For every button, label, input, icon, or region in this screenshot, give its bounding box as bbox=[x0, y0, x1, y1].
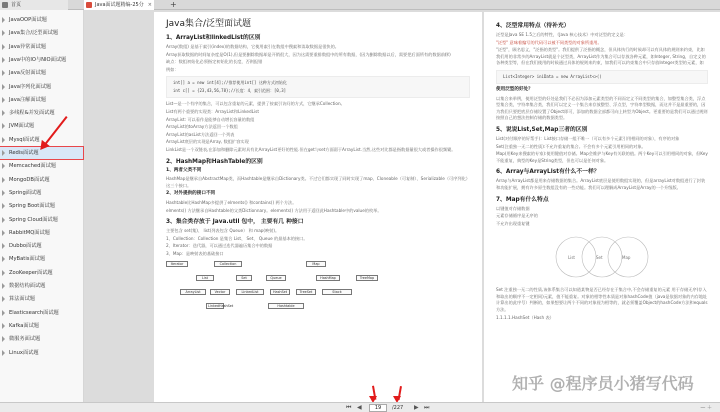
diagram-node: TreeSet bbox=[296, 289, 316, 295]
sidebar-item[interactable]: JVM面试题 bbox=[0, 120, 83, 132]
list-item: 以键值对存储数据 bbox=[496, 205, 530, 211]
code-line: List<Integer> iniData = new ArrayList<>() bbox=[503, 73, 602, 79]
diagram-node: HashMap bbox=[316, 275, 340, 281]
paragraph: 1、Collection：Collection 是集合 List、 Set、 Queue 的最基本的接口。 bbox=[166, 235, 308, 241]
paragraph: Hashtable比HashMap多提供了elments() 和contains() 两个方法。 bbox=[166, 199, 297, 205]
pdf-page-left bbox=[154, 12, 482, 402]
venn-label-map: Map bbox=[622, 255, 631, 261]
paragraph: Map(用Key来搜索的专家):使用键值对存储。Map会维护与Key有关联的值。两个Key可以引用相同的对象，但Key不能重复，典型的Key是String类型，但也可以是任何对象。 bbox=[496, 151, 708, 163]
paragraph: List(对付顺序的好帮手)：List接口存储一组不唯一（可以有多个元素引用相同的对象），有序的对象 bbox=[496, 135, 680, 141]
paragraph: 2、Iterator：迭代器，可以通过迭代器遍历集合中的数据 bbox=[166, 243, 273, 249]
code-block bbox=[496, 70, 708, 84]
code-line: int[] a = new int[4];//推荐使用int[] 这种方式初始化 bbox=[173, 80, 287, 86]
tab-document[interactable] bbox=[84, 0, 154, 10]
first-page-button[interactable]: ⏮ bbox=[346, 404, 352, 411]
section-heading: 7、Map有什么特点 bbox=[496, 196, 549, 203]
diagram-node: Stack bbox=[322, 289, 352, 295]
diagram-node: Map bbox=[306, 261, 326, 267]
tab-bar bbox=[0, 0, 720, 10]
diagram-node: Vector bbox=[210, 289, 230, 295]
sidebar-item[interactable]: Spring Boot面试题 bbox=[0, 200, 83, 212]
page-title: Java集合/泛型面试题 bbox=[166, 19, 252, 29]
sidebar-item[interactable]: Dubbo面试题 bbox=[0, 240, 83, 252]
zoom-control[interactable]: — ＋ bbox=[700, 405, 712, 411]
sidebar-item[interactable]: Kafka面试题 bbox=[0, 320, 83, 332]
page-number-input[interactable] bbox=[369, 404, 387, 412]
next-page-button[interactable]: ▶ bbox=[414, 404, 419, 411]
paragraph: ArrayList底层的实现是Array, 数组扩容实现 bbox=[166, 139, 249, 145]
paragraph: Array获取数据的时间复杂度是O(1),但是要删除数据却是开销很大，因为这需要重排数组中的所有数据，(因为删除数据以后，需要把后面所有的数据前移) bbox=[166, 51, 451, 57]
list-set-map-diagram bbox=[496, 231, 708, 283]
outline-sidebar bbox=[0, 10, 84, 402]
section-heading: 6、Array与ArrayList有什么不一样？ bbox=[496, 169, 600, 176]
venn-circle-list bbox=[556, 237, 596, 277]
sidebar-item[interactable]: Java中的IO与NIO面试题 bbox=[0, 54, 83, 66]
list-item: 元素存储循序是无序的 bbox=[496, 213, 538, 219]
sidebar-item[interactable]: 多线程&并发面试题 bbox=[0, 107, 83, 119]
sidebar-item[interactable]: Redis面试题 bbox=[0, 147, 83, 159]
collection-hierarchy-diagram bbox=[166, 261, 470, 313]
section-heading: 2、HashMap和HashTable的区别 bbox=[166, 158, 263, 165]
code-line: int c[] = {23,43,56,78};//长度：4，索引范围：[0,3] bbox=[173, 88, 287, 94]
sidebar-item[interactable]: 数据结构面试题 bbox=[0, 280, 83, 292]
new-tab-button[interactable]: + bbox=[170, 0, 177, 9]
tab-document-label: Java面试题精编-25分 bbox=[95, 2, 144, 8]
paragraph: ArrayList: 可以看作是能够自动增长容量的数组 bbox=[166, 116, 255, 122]
paragraph: "泛型"，顾名思义，"泛指的类型"。我们提供了泛指的概念，但具体执行的时候却可以有具体的规则来约束，比如我们用的非常多的ArrayList就是个泛型类，ArrayList作为集合可以存放各种元素，如Integer, String，自定义的各种类型等，但在我们使用的时候通过具体的规则来约束，如我们可以约束集合中只存放Integer类型的元素，如 bbox=[496, 47, 706, 66]
diagram-node: TreeMap bbox=[356, 275, 378, 281]
paragraph: LinkList是一个双链表,在添加和删除元素时具有比ArrayList更好的性能.但在get与set方面弱于ArrayList.当然,这些对比都是指数据量很大或者操作很频繁。 bbox=[166, 146, 456, 152]
paragraph: Array与ArrayList都是用来存储数据的集合。ArrayList底层是使用数组实现的，但是arrayList对数组进行了封装和功能扩展，拥有许多原生数组没有的一些功能。我们可以理解成ArrayList是Array的一个升级版。 bbox=[496, 178, 706, 190]
sidebar-item[interactable]: MongoDB面试题 bbox=[0, 174, 83, 186]
diagram-node: Hashtable bbox=[268, 303, 304, 309]
venn-label-list: List bbox=[568, 255, 575, 261]
paragraph: Set(注重独一无二的性质):不允许重复的集合。不会有多个元素引用相同的对象。 bbox=[496, 143, 646, 149]
sidebar-item[interactable]: ZooKeeper面试题 bbox=[0, 267, 83, 279]
paragraph: ArrayList的asList方法返回一个列表 bbox=[166, 131, 235, 137]
sidebar-item[interactable]: Java注解面试题 bbox=[0, 94, 83, 106]
paragraph: 缺点：数组初始化必须指定初始化的长度，否则报错 bbox=[166, 59, 263, 65]
paragraph: 泛型是Java SE 1.5之后的特性，《Java 核心技术》中对泛型的定义是： bbox=[496, 32, 629, 37]
paragraph: Set 注重独一无二的性质,该体系集合可以知道某物是否已经存在于集合中,不会存储重复的元素 用于存储无序(存入和取出的顺序不一定相同)元素，值不能重复。对象的相等性本质是对象hashCode值（java是依据对象的内存地址计算出的此序号）判断的，如果想要让两个不同的对象视为相等的，就必须覆盖Object的hashCode方法和equals方法。 bbox=[496, 287, 708, 313]
last-page-button[interactable]: ⏭ bbox=[424, 404, 430, 411]
paragraph: 以集合来举例，使用泛型的好处是我们不必因为添加元素类型的不同而定义不同类型的集合，如整型集合类，浮点型集合类，字符串集合类，我们可以定义一个集合来存放整型、浮点型，字符串型数据，而这并不是最重要的，因为我们只要把底层存储设置了Object即可，添加的数据全部都可向上转型为Object。更重要的是我们可以通过规则按照自己的想法控制存储的数据类型。 bbox=[496, 95, 708, 121]
tab-close-icon[interactable]: × bbox=[147, 2, 152, 8]
sidebar-item[interactable]: 算法面试题 bbox=[0, 293, 83, 305]
sidebar-item[interactable]: Mysql面试题 bbox=[0, 134, 83, 146]
diagram-node: List bbox=[196, 275, 214, 281]
paragraph: 例如： bbox=[166, 66, 179, 72]
sidebar-item[interactable]: RabbitMQ面试题 bbox=[0, 227, 83, 239]
diagram-node: Collection bbox=[214, 261, 242, 267]
diagram-node: LinkedHashSet bbox=[208, 304, 234, 309]
diagram-node: Iterator bbox=[166, 261, 188, 267]
page-navigation-bar bbox=[0, 402, 720, 412]
list-item: 不允许出现重复键 bbox=[496, 220, 530, 226]
tab-home-label: 首页 bbox=[11, 2, 22, 8]
sidebar-item[interactable]: Elasticsearch面试题 bbox=[0, 307, 83, 319]
venn-label-set: Set bbox=[596, 255, 603, 261]
paragraph: Array(数组) 是基于索引(index)的数据结构，它使用索引在数组中搜索和读取数据是很快的。 bbox=[166, 44, 339, 49]
subheading: 1、两者父类不同 bbox=[166, 167, 202, 173]
sidebar-item[interactable]: Linux面试题 bbox=[0, 347, 83, 359]
document-viewport[interactable] bbox=[84, 10, 720, 402]
paragraph: List—是一个有序的集合，可以包含重复的元素，提供了按索引访问的方式，它继承Collection。 bbox=[166, 101, 345, 107]
sidebar-item[interactable]: Spring面试题 bbox=[0, 187, 83, 199]
paragraph: List有两个重要的实现类：ArrayList和LinkedList bbox=[166, 108, 259, 114]
sidebar-item[interactable]: Java异常面试题 bbox=[0, 41, 83, 53]
sidebar-item[interactable]: Java集合/泛型面试题 bbox=[0, 27, 83, 39]
pdf-icon bbox=[86, 2, 92, 8]
paragraph: elments() 方法继承自Hashtable的父类Dictionnary。elements() 方法用于返回此Hashtable中的value的枚举。 bbox=[166, 207, 382, 213]
section-heading: 5、说说List,Set,Map三者的区别 bbox=[496, 126, 588, 133]
total-pages-label: /227 bbox=[392, 405, 404, 411]
diagram-node: HashSet bbox=[270, 289, 290, 295]
subheading: 2、对外提供的接口不同 bbox=[166, 191, 216, 197]
tab-home[interactable] bbox=[0, 0, 68, 10]
section-heading: 4、泛型常用特点（待补充） bbox=[496, 23, 570, 29]
watermark: 知乎 @程序员小猪写代码 bbox=[512, 374, 694, 393]
diagram-node: LinkedList bbox=[236, 289, 264, 295]
diagram-node: Set bbox=[236, 275, 252, 281]
paragraph: HashMap是继承自AbstractMap类，而Hashtable是继承自Dictionary类。不过它们都实现了同时实现了map、Cloneable（可复制）、Serializable（可序列化）这三个接口。 bbox=[166, 176, 470, 188]
sidebar-item[interactable]: Java反射面试题 bbox=[0, 67, 83, 79]
paragraph: ArrayList的toArray方法返回一个数组 bbox=[166, 124, 238, 130]
sidebar-item[interactable]: Memcached面试题 bbox=[0, 160, 83, 172]
section-heading: 3、集合类存放于 Java.util 包中， 主要有几 种接口 bbox=[166, 219, 304, 226]
code-block bbox=[166, 76, 470, 98]
sidebar-item[interactable]: Java序列化面试题 bbox=[0, 81, 83, 93]
diagram-node: Queue bbox=[266, 275, 286, 281]
sidebar-item[interactable]: MyBatis面试题 bbox=[0, 253, 83, 265]
venn-svg bbox=[496, 231, 708, 283]
section-heading: 1、ArrayList和linkedList的区别 bbox=[166, 35, 261, 41]
pdf-page-right bbox=[484, 12, 720, 402]
sidebar-item[interactable]: JavaOOP面试题 bbox=[0, 14, 83, 26]
diagram-node: ArrayList bbox=[180, 289, 206, 295]
quote: "泛型" 意味着编写的代码可以被不同类型的对象所重用。 bbox=[496, 39, 602, 45]
home-icon bbox=[2, 2, 8, 8]
paragraph: 主要包含 set(集)、 list(列表包含 Queue） 和 map(映射)。 bbox=[166, 228, 280, 234]
sidebar-item[interactable]: 微服务面试题 bbox=[0, 333, 83, 345]
subheading: 使用泛型的好处？ bbox=[496, 86, 533, 92]
paragraph: 3、Map：是映射表的基础接口 bbox=[166, 250, 224, 256]
sidebar-item[interactable]: Spring Cloud面试题 bbox=[0, 214, 83, 226]
prev-page-button[interactable]: ◀ bbox=[357, 404, 362, 411]
paragraph: 1.1.1.1.HashSet（Hash 表） bbox=[496, 314, 554, 320]
